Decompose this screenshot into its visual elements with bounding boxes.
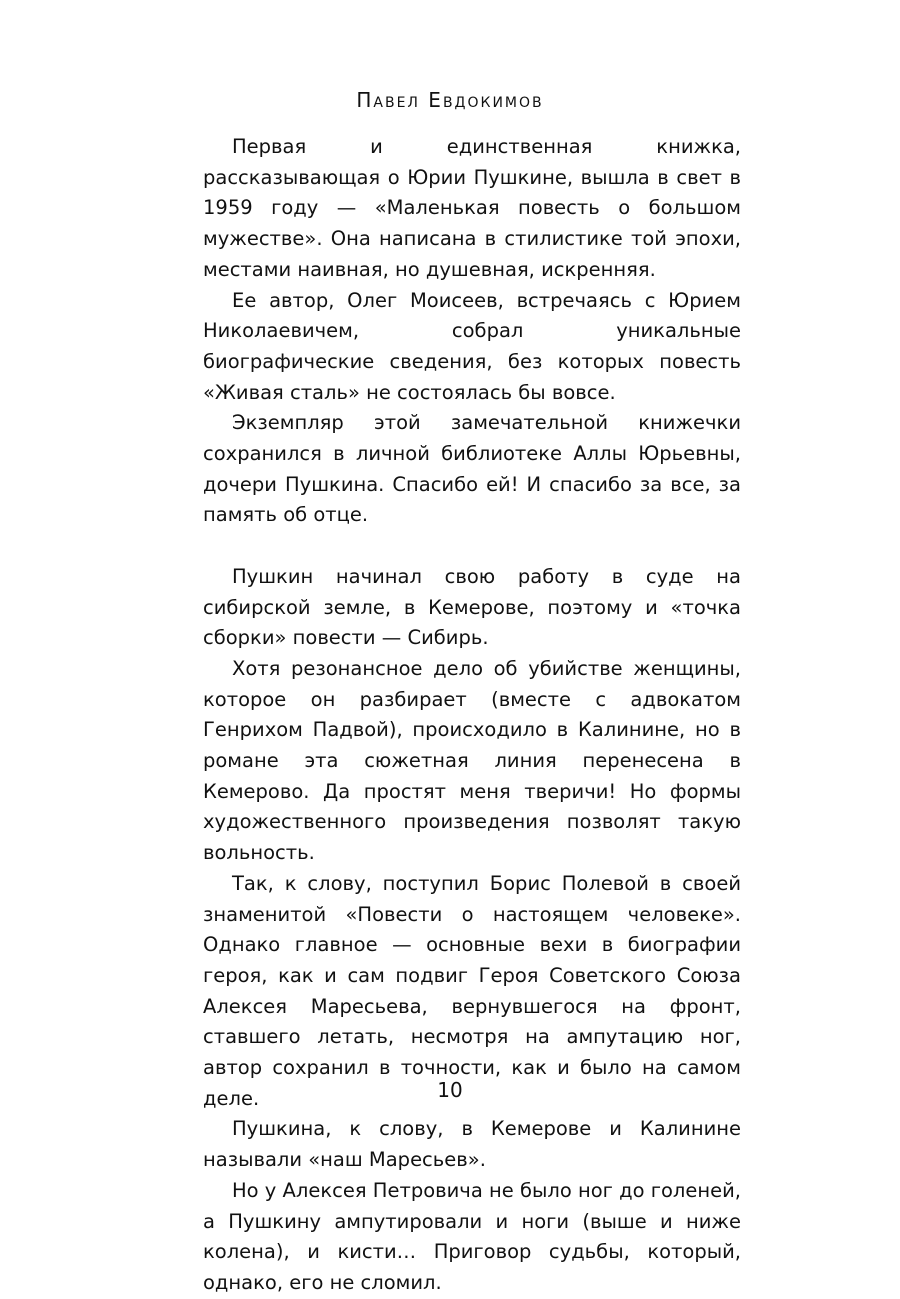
running-head: Павел Евдокимов xyxy=(356,88,544,112)
section-break xyxy=(203,531,741,562)
paragraph: Так, к слову, поступил Борис Полевой в своей знаменитой «Повести о настоящем человеке». Однако главное — основные вехи в биографии героя, как и сам подвиг Героя Советского Союза Алексея Маресьева, вернувшегося на фронт, ставшего летать, несмотря на ампутацию ног, автор сохранил в точности, как и было на самом деле. xyxy=(203,871,741,1110)
paragraph: Экземпляр этой замечательной книжечки сохранился в личной библиотеке Аллы Юрьевны, дочери Пушкина. Спасибо ей! И спасибо за все, за память об отце. xyxy=(203,411,741,527)
body-text xyxy=(203,132,741,1299)
page-number: 10 xyxy=(437,1078,463,1102)
paragraph: Пушкина, к слову, в Кемерове и Калинине называли «наш Маресьев». xyxy=(203,1117,741,1172)
paragraph: Хотя резонансное дело об убийстве женщины, которое он разбирает (вместе с адвокатом Генрихом Падвой), происходило в Калинине, но в романе эта сюжетная линия перенесена в Кемерово. Да простят меня тверичи! Но формы художественного произведения позволят такую вольность. xyxy=(203,656,741,865)
paragraph: Но у Алексея Петровича не было ног до голеней, а Пушкину ампутировали и ноги (выше и ниже колена), и кисти… Приговор судьбы, который, однако, его не сломил. xyxy=(203,1178,741,1294)
paragraph: Пушкин начинал свою работу в суде на сибирской земле, в Кемерове, поэтому и «точка сборки» повести — Сибирь. xyxy=(203,564,741,650)
paragraph: Ее автор, Олег Моисеев, встречаясь с Юрием Николаевичем, собрал уникальные биографические сведения, без которых повесть «Живая сталь» не состоялась бы вовсе. xyxy=(203,288,741,404)
paragraph: Первая и единственная книжка, рассказывающая о Юрии Пушкине, вышла в свет в 1959 году — «Маленькая повесть о большом мужестве». Она написана в стилистике той эпохи, местами наивная, но душевная, искренняя. xyxy=(203,135,741,281)
